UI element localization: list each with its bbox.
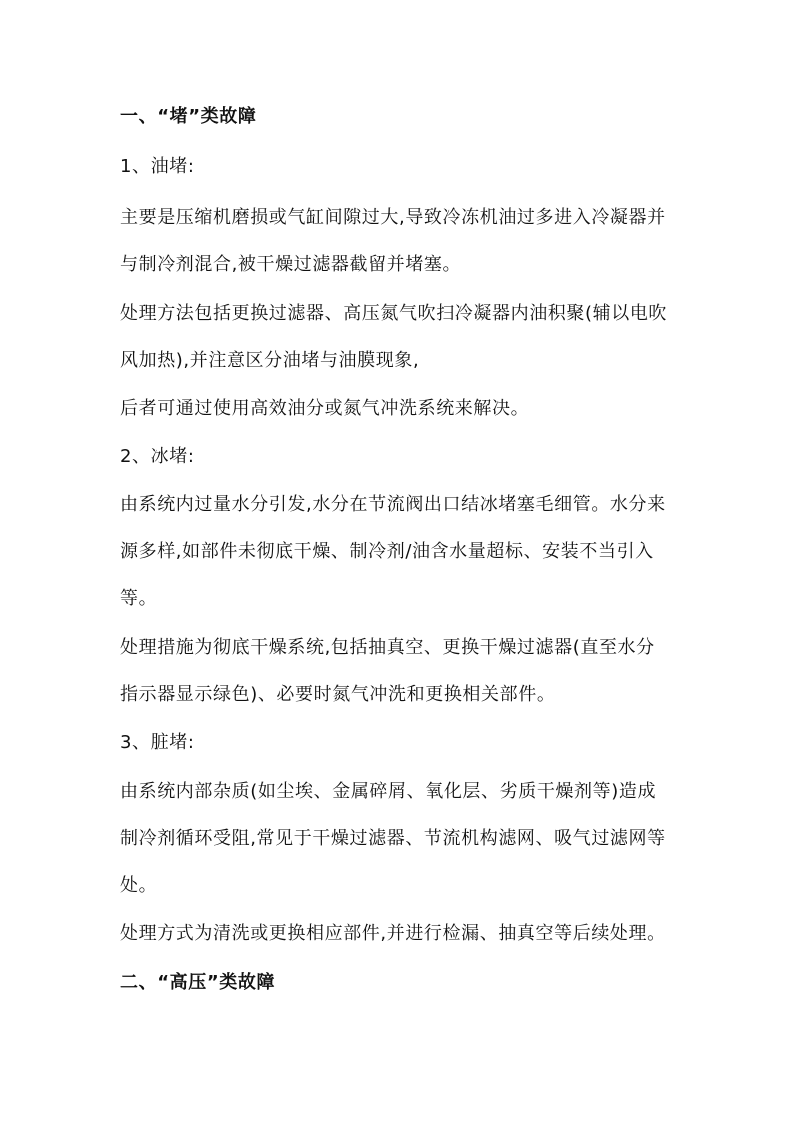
subheading-dirt-blockage: 3、脏堵: bbox=[120, 732, 195, 753]
subheading-oil-blockage: 1、油堵: bbox=[120, 156, 195, 177]
paragraph-line: 风加热),并注意区分油堵与油膜现象, bbox=[120, 350, 420, 371]
section-heading-high-pressure: 二、“高压”类故障 bbox=[120, 972, 276, 993]
section-heading-blockage: 一、“堵”类故障 bbox=[120, 106, 257, 127]
paragraph-line: 指示器显示绿色)、必要时氮气冲洗和更换相关部件。 bbox=[120, 684, 556, 705]
paragraph-line: 由系统内部杂质(如尘埃、金属碎屑、氧化层、劣质干燥剂等)造成 bbox=[120, 781, 657, 802]
subheading-ice-blockage: 2、冰堵: bbox=[120, 446, 195, 467]
paragraph-line: 主要是压缩机磨损或气缸间隙过大,导致冷冻机油过多进入冷凝器并 bbox=[120, 207, 666, 228]
paragraph-line: 源多样,如部件未彻底干燥、制冷剂/油含水量超标、安装不当引入 bbox=[120, 541, 654, 562]
paragraph-line: 与制冷剂混合,被干燥过滤器截留并堵塞。 bbox=[120, 254, 462, 275]
paragraph-line: 处理措施为彻底干燥系统,包括抽真空、更换干燥过滤器(直至水分 bbox=[120, 637, 655, 658]
paragraph-line: 制冷剂循环受阻,常见于干燥过滤器、节流机构滤网、吸气过滤网等 bbox=[120, 828, 666, 849]
paragraph-line: 处理方式为清洗或更换相应部件,并进行检漏、抽真空等后续处理。 bbox=[120, 923, 666, 944]
paragraph-line: 后者可通过使用高效油分或氮气冲洗系统来解决。 bbox=[120, 398, 530, 419]
paragraph-line: 等。 bbox=[120, 588, 158, 609]
paragraph-line: 处理方法包括更换过滤器、高压氮气吹扫冷凝器内油积聚(辅以电吹 bbox=[120, 303, 668, 324]
paragraph-line: 由系统内过量水分引发,水分在节流阀出口结冰堵塞毛细管。水分来 bbox=[120, 494, 666, 515]
paragraph-line: 处。 bbox=[120, 875, 158, 896]
